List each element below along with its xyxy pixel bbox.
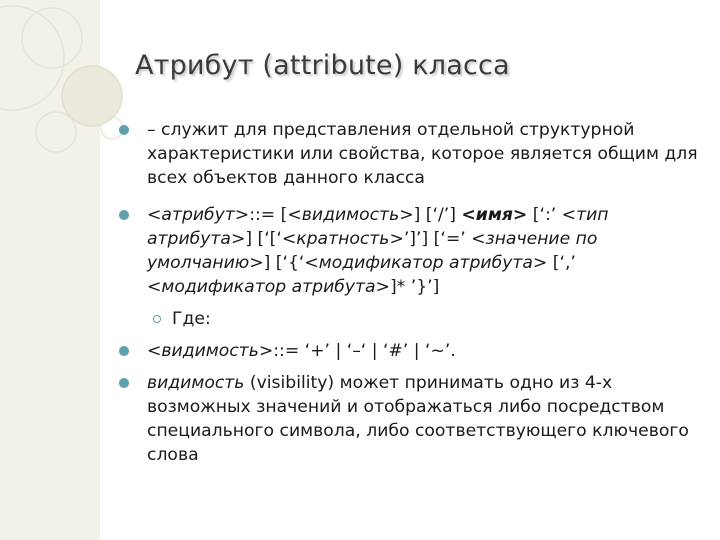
visibility-values: ::= ‘+’ | ‘–‘ | ‘#’ | ‘~’.: [273, 341, 456, 361]
where-label: Где:: [172, 309, 211, 329]
syntax-modifier-term: <модификатор атрибута>: [147, 277, 390, 297]
sub-bullet-icon: [153, 315, 161, 323]
visibility-word: видимость: [147, 373, 245, 393]
bullet-item-visibility-syntax: [112, 339, 712, 363]
visibility-term: <видимость>: [147, 341, 274, 361]
syntax-multiplicity-term: <кратность>: [281, 229, 404, 249]
syntax-part: ] [‘[‘: [245, 229, 282, 249]
deco-circle-small: [36, 112, 76, 152]
syntax-part: ::= [: [249, 205, 288, 225]
syntax-part: ] [‘/’]: [413, 205, 462, 225]
syntax-modifier-term: <модификатор атрибута>: [304, 253, 548, 273]
definition-text: – служит для представления отдельной структурной характеристики или свойства, которое является общим для всех объектов данного класса: [147, 120, 698, 188]
sub-item-where: [112, 307, 712, 331]
bullet-item-definition: [112, 118, 712, 190]
syntax-part: ]* ’}’]: [389, 277, 440, 297]
syntax-default-term: <значение по умолчанию>: [147, 229, 598, 273]
syntax-part: [‘,’: [547, 253, 576, 273]
deco-circle-large: [0, 6, 64, 110]
visibility-description: (visibility) может принимать одно из 4-х возможных значений и отображаться либо посредством специального символа, либо соответствующего ключевого слова: [147, 373, 689, 465]
bullet-icon: [119, 125, 129, 135]
syntax-part: ’]’] [‘=’: [403, 229, 472, 249]
deco-circle-top: [22, 8, 82, 68]
syntax-part: ] [‘{‘: [263, 253, 305, 273]
bullet-item-visibility-desc: [112, 371, 712, 467]
slide-content: [112, 118, 712, 480]
slide-title: Атрибут (attribute) класса: [135, 50, 510, 81]
syntax-type-term: <тип атрибута>: [147, 205, 609, 249]
syntax-attribute-term: <атрибут>: [147, 205, 250, 225]
syntax-name-term: <имя>: [461, 205, 528, 225]
bullet-icon: [119, 210, 129, 220]
syntax-visibility-term: <видимость>: [287, 205, 414, 225]
bullet-icon: [119, 378, 129, 388]
bullet-icon: [119, 346, 129, 356]
bullet-item-syntax: [112, 203, 712, 299]
syntax-part: [‘:’: [527, 205, 562, 225]
